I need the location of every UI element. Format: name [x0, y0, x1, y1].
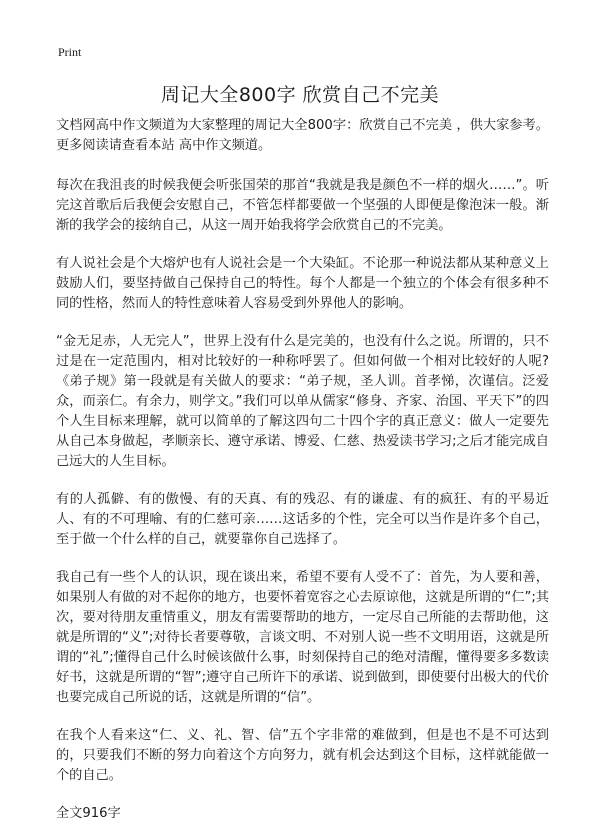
- intro-text: 文档网高中作文频道为大家整理的周记大全800字：欣赏自己不完美 ，供大家参考。更多阅读请查看本站: [56, 118, 549, 153]
- word-count: 全文916字: [56, 806, 121, 821]
- intro-paragraph: [56, 116, 549, 156]
- page-title: 周记大全800字 欣赏自己不完美: [160, 84, 440, 106]
- category-link[interactable]: 高中作文频道: [178, 138, 259, 153]
- paragraph-1: 每次在我沮丧的时候我便会听张国荣的那首“我就是我是颜色不一样的烟火……”。听完这首歌后后我便会安慰自己，不管怎样都要做一个坚强的人即便是像泡沫一般。渐渐的我学会的接纳自己，从这一周开始我将学会欣赏自己的不完美。: [56, 178, 549, 233]
- paragraph-5: 我自己有一些个人的认识，现在谈出来，希望不要有人受不了：首先，为人要和善，如果别人有做的对不起你的地方，也要怀着宽容之心去原谅他，这就是所谓的“仁”;其次，要对待朋友重情重义，朋友有需要帮助的地方，一定尽自己所能的去帮助他，这就是所谓的“义”;对待长者要尊敬，言谈文明、不对别人说一些不文明用语，这就是所谓的“礼”;懂得自己什么时候该做什么事，时刻保持自己的绝对清醒，懂得要多多数读好书，这就是所谓的“智”;遵守自己所许下的承诺、说到做到，即使要付出极大的代价也要完成自己所说的话，这就是所谓的“信”。: [56, 570, 549, 705]
- paragraph-4: 有的人孤僻、有的傲慢、有的天真、有的残忍、有的谦虚、有的疯狂、有的平易近人、有的不可理喻、有的仁慈可亲……这话多的个性，完全可以当作是许多个自己，至于做一个什么样的自己，就要靠你自己选择了。: [56, 492, 549, 547]
- paragraph-6: 在我个人看来这“仁、义、礼、智、信”五个字非常的难做到，但是也不是不可达到的，只要我们不断的努力向着这个方向努力，就有机会达到这个目标，这样就能做一个的自己。: [56, 728, 549, 783]
- article-body: [56, 116, 549, 804]
- intro-end: 。: [258, 138, 272, 153]
- paragraph-2: 有人说社会是个大熔炉也有人说社会是一个大染缸。不论那一种说法都从某种意义上鼓励人们，要坚持做自己保持自己的特性。每个人都是一个独立的个体会有很多种不同的性格，然而人的特性意味着人容易受到外界他人的影响。: [56, 256, 549, 311]
- print-link[interactable]: Print: [58, 45, 82, 59]
- paragraph-3: “金无足赤，人无完人”，世界上没有什么是完美的，也没有什么之说。所谓的，只不过是在一定范围内，相对比较好的一种称呼罢了。但如何做一个相对比较好的人呢?《弟子规》第一段就是有关做人的要求：“弟子规，圣人训。首孝悌，次谨信。泛爱众，而亲仁。有余力，则学文。”我们可以单从儒家“修身、齐家、治国、平天下”的四个人生目标来理解，就可以简单的了解这四句二十四个字的真正意义：做人一定要先从自己本身做起，孝顺亲长、遵守承诺、博爱、仁慈、热爱读书学习;之后才能完成自己远大的人生目标。: [56, 334, 549, 469]
